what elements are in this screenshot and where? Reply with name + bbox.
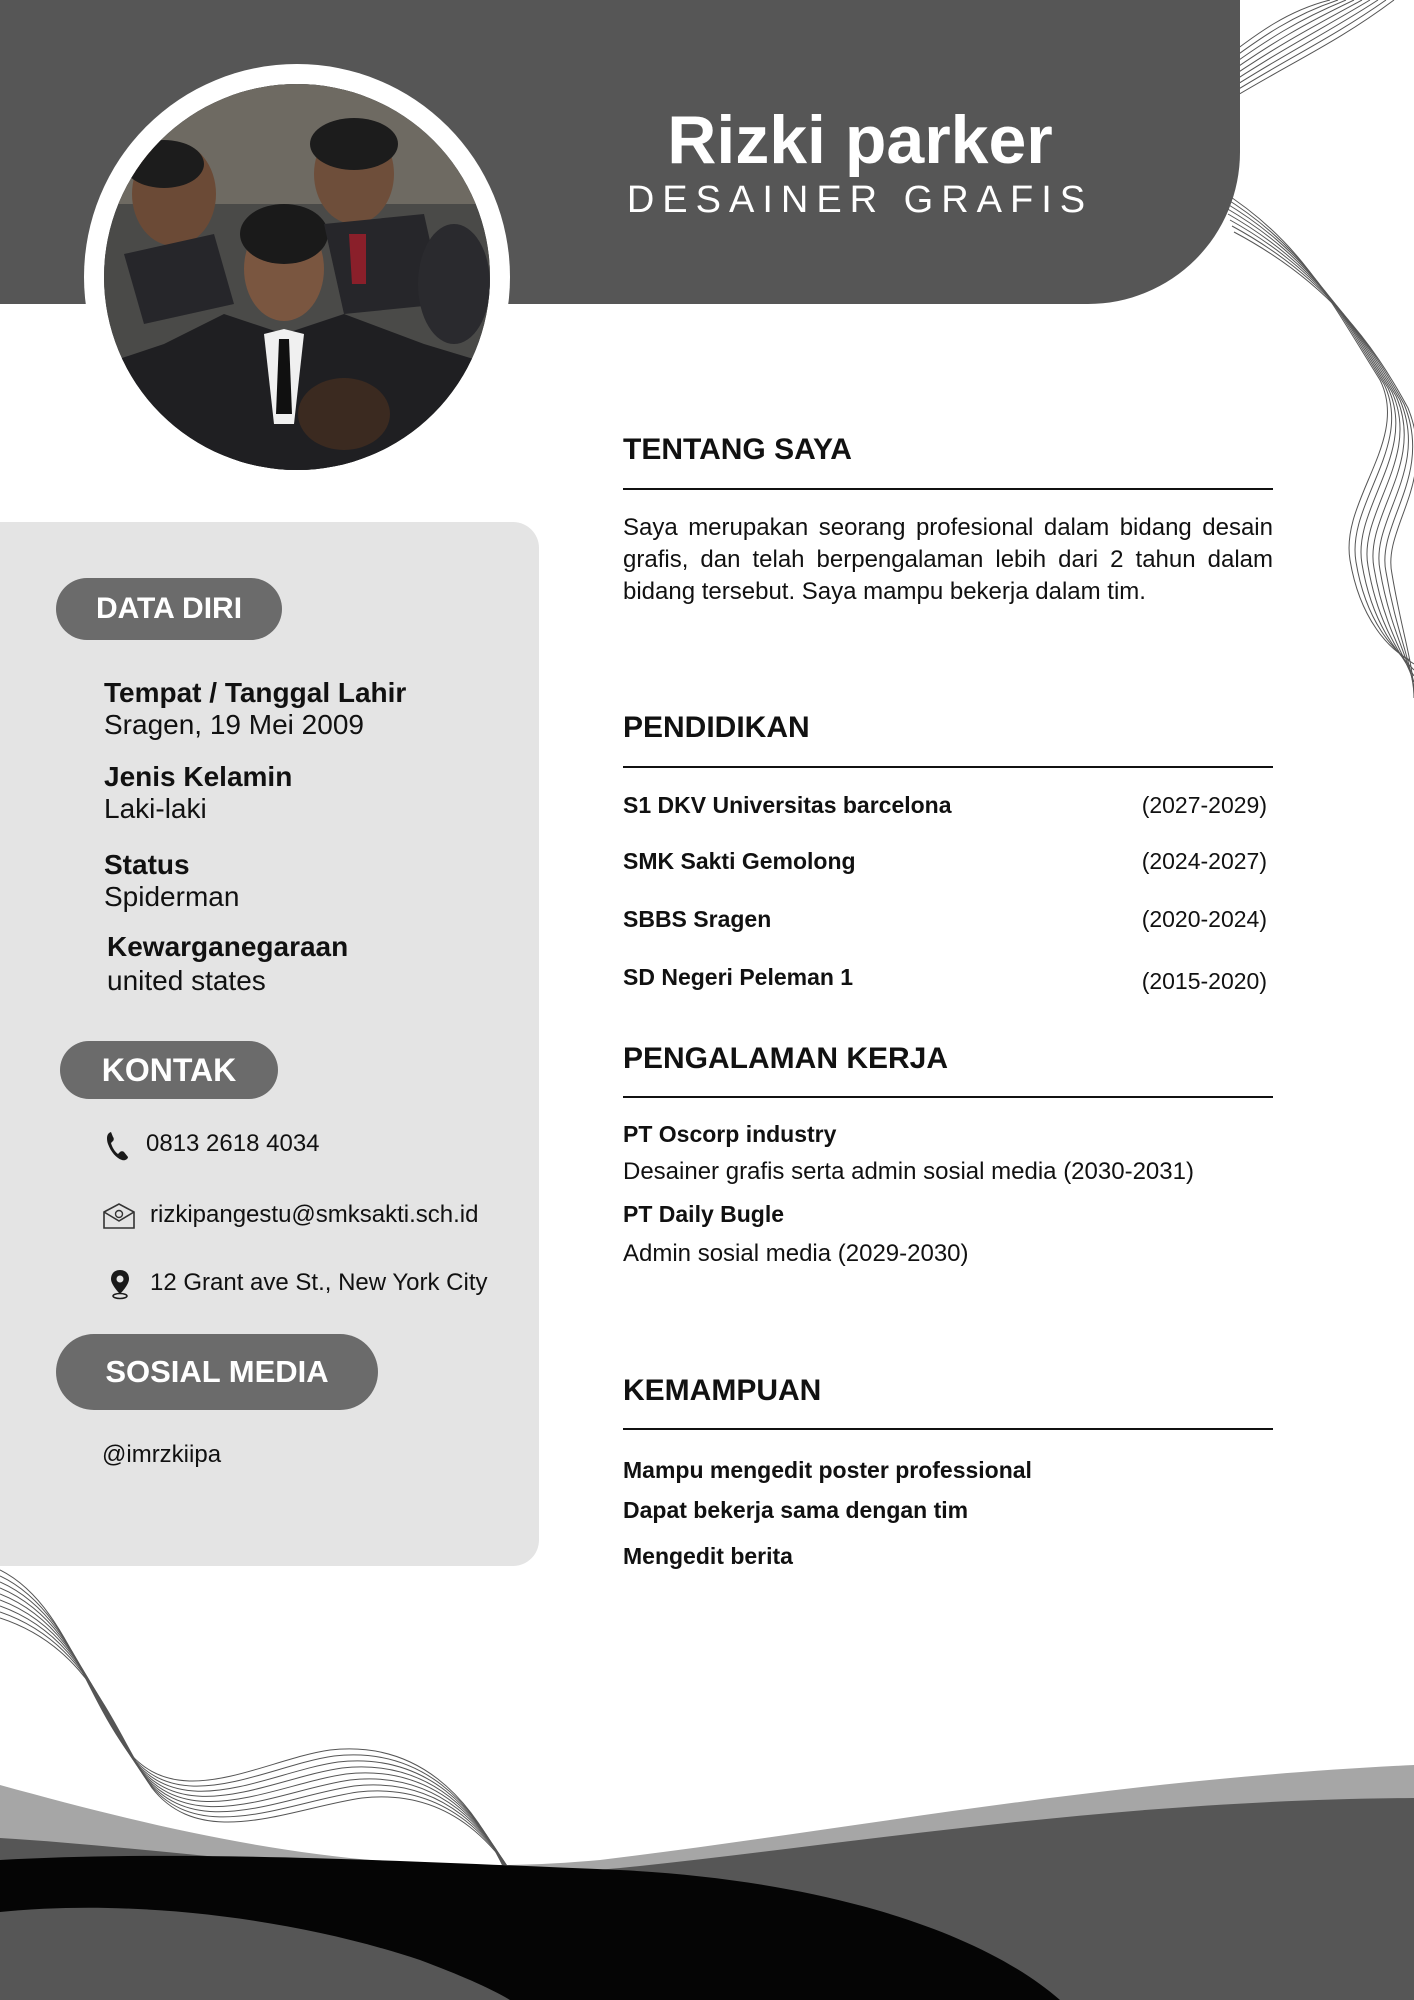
skill-item: Mengedit berita bbox=[623, 1543, 793, 1569]
location-icon bbox=[108, 1268, 132, 1300]
experience-desc: Desainer grafis serta admin sosial media (2030-2031) bbox=[623, 1158, 1194, 1185]
education-school: SD Negeri Peleman 1 bbox=[623, 964, 854, 990]
skills-title: KEMAMPUAN bbox=[623, 1374, 822, 1407]
education-years: (2020-2024) bbox=[1141, 906, 1267, 932]
person-role: DESAINER GRAFIS bbox=[626, 179, 1094, 221]
experience-divider bbox=[623, 1096, 1273, 1098]
address: 12 Grant ave St., New York City bbox=[150, 1269, 488, 1296]
skills-divider bbox=[623, 1428, 1273, 1430]
citizenship-value: united states bbox=[107, 965, 266, 996]
person-name: Rizki parker bbox=[667, 102, 1053, 178]
email-address: rizkipangestu@smksakti.sch.id bbox=[150, 1201, 479, 1228]
phone-number: 0813 2618 4034 bbox=[146, 1130, 320, 1157]
profile-photo bbox=[104, 84, 490, 470]
education-school: SMK Sakti Gemolong bbox=[623, 848, 856, 874]
education-years: (2015-2020) bbox=[1141, 968, 1267, 994]
gender-label: Jenis Kelamin bbox=[104, 761, 293, 792]
education-school: S1 DKV Universitas barcelona bbox=[623, 792, 952, 818]
education-school: SBBS Sragen bbox=[623, 906, 772, 932]
birth-label: Tempat / Tanggal Lahir bbox=[104, 677, 407, 708]
email-icon bbox=[102, 1202, 136, 1230]
about-text: Saya merupakan seorang profesional dalam bidang desain grafis, dan telah berpengalaman lebih dari 2 tahun dalam bidang tersebut. Saya mampu bekerja dalam tim. bbox=[623, 514, 1273, 605]
education-years: (2027-2029) bbox=[1141, 792, 1267, 818]
education-title: PENDIDIKAN bbox=[623, 711, 810, 744]
sosial-media-heading: SOSIAL MEDIA bbox=[56, 1334, 378, 1410]
citizenship-label: Kewarganegaraan bbox=[107, 931, 349, 962]
education-years: (2024-2027) bbox=[1141, 848, 1267, 874]
about-title: TENTANG SAYA bbox=[623, 433, 852, 466]
phone-icon bbox=[104, 1130, 130, 1162]
bottom-wave-decoration bbox=[0, 1560, 1414, 2000]
gender-value: Laki-laki bbox=[104, 793, 207, 824]
experience-desc: Admin sosial media (2029-2030) bbox=[623, 1240, 969, 1267]
social-handle[interactable]: @imrzkiipa bbox=[102, 1441, 222, 1468]
experience-title: PENGALAMAN KERJA bbox=[623, 1042, 949, 1075]
experience-company: PT Oscorp industry bbox=[623, 1121, 837, 1147]
kontak-heading: KONTAK bbox=[60, 1041, 278, 1099]
skill-item: Dapat bekerja sama dengan tim bbox=[623, 1497, 969, 1523]
birth-value: Sragen, 19 Mei 2009 bbox=[104, 709, 364, 740]
status-label: Status bbox=[104, 849, 190, 880]
data-diri-heading: DATA DIRI bbox=[56, 578, 282, 640]
experience-company: PT Daily Bugle bbox=[623, 1201, 785, 1227]
status-value: Spiderman bbox=[104, 881, 240, 912]
about-divider bbox=[623, 488, 1273, 490]
skill-item: Mampu mengedit poster professional bbox=[623, 1457, 1032, 1483]
education-divider bbox=[623, 766, 1273, 768]
